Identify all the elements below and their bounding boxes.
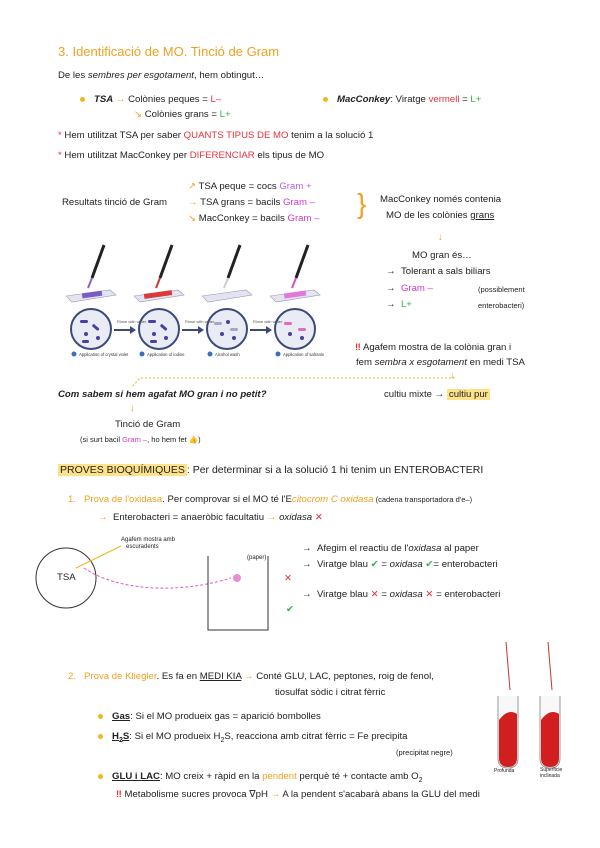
h2s-note: (precipitat negre) <box>396 748 453 757</box>
bullet-icon <box>323 97 328 102</box>
oxidasa-step-1: → Afegim el reactiu de l'oxidasa al paper <box>302 543 479 554</box>
figure-step-label: Application of safranin <box>283 352 325 357</box>
maconkey-only-1: MacConkey només contenia <box>380 194 502 205</box>
paper-label: (paper) <box>247 555 267 561</box>
sample-label-2: escuradents <box>126 544 159 550</box>
proves-title: PROVES BIOQUÍMIQUES : Per determinar si a la solució 1 hi tenim un ENTEROBACTERI <box>60 464 484 476</box>
sample-line-2: fem sembra x esgotament en medi TSA <box>356 357 525 368</box>
tsa-big-line: ↘ Colònies grans = L+ <box>134 109 231 120</box>
tube-label-profunda: Profunda <box>494 768 515 774</box>
sample-line-1: ‼ Agafem mostra de la colònia gran i <box>355 342 512 353</box>
oxidasa-step-3: → Viratge blau ✕ = oxidasa ✕ = enterobacteri <box>302 589 501 600</box>
tube-superficie <box>540 696 560 768</box>
dropper-iodine <box>156 245 172 288</box>
down-arrow: ↓ <box>450 370 455 381</box>
curly-brace: } <box>357 188 367 219</box>
note-maconkey: * Hem utilitzat MacConkey per DIFERENCIAR els tipus de MO <box>58 150 325 161</box>
tube-label-superficie: Superficie inclinada <box>540 767 563 779</box>
mo-prop-1: → Tolerant a sals biliars <box>386 266 491 277</box>
note-tsa: * Hem utilitzat TSA per saber QUANTS TIPUS DE MO tenim a la solució 1 <box>58 130 374 141</box>
oxidasa-heading: 1. Prova de l'oxidasa. Per comprovar si el MO té l'Ecitocrom C oxidasa (cadena transportadora d'e–) <box>68 494 473 505</box>
bullet-icon <box>80 97 85 102</box>
oxidasa-diagram <box>36 530 286 640</box>
tsa-bullet: TSA → Colònies peques = L– <box>80 94 221 105</box>
dropper-crystal-violet <box>88 245 104 288</box>
mo-prop-3-note: enterobacteri) <box>478 301 525 310</box>
glu-lac-item: GLU i LAC: MO creix + ràpid en la pendent perquè té + contacte amb $O_2$ <box>98 771 423 784</box>
dropper-alcohol <box>224 245 240 288</box>
question: Com sabem si hem agafat MO gran i no petit? <box>58 389 267 400</box>
bullet-icon <box>98 734 103 739</box>
culture-line: cultiu mixte → cultiu pur <box>384 389 488 400</box>
figure-step-label: Application of crystal violet <box>79 352 129 357</box>
mo-prop-3: → L+ <box>386 299 412 310</box>
maconkey-bullet: MacConkey: Viratge vermell = L+ <box>323 94 481 105</box>
figure-step-label: Application of iodine <box>147 352 185 357</box>
mo-prop-2: → Gram – <box>386 283 433 294</box>
kligler-heading: 2. Prova de Kliegler. Es fa en MEDI KIA → Conté GLU, LAC, peptones, roig de fenol, <box>68 671 434 682</box>
kligler-desc-2: tiosulfat sòdic i citrat fèrric <box>275 687 386 698</box>
bullet-icon <box>98 714 103 719</box>
down-arrow: ↓ <box>130 403 135 414</box>
gas-item: Gas: Si el MO produeix gas = aparició bombolles <box>98 711 321 722</box>
gram-stain-note: (si surt bacil Gram –, ho hem fet 👍) <box>80 435 201 444</box>
oxidasa-step-2: → Viratge blau ✔ = oxidasa ✔= enterobacteri <box>302 559 498 570</box>
gram-result-2: → TSA grans = bacils Gram – <box>188 197 316 208</box>
mo-gran-label: MO gran és… <box>412 250 472 261</box>
down-arrow: ↓ <box>438 232 443 243</box>
cross-icon: ✕ <box>284 573 293 584</box>
figure-step-label: Alcohol wash <box>215 352 240 357</box>
h2s-item: $H_2S$: Si el MO produeix $H_2S$, reacciona amb citrat fèrric = Fe precipita <box>98 731 408 744</box>
dropper-safranin <box>292 245 308 288</box>
tsa-circle-label: TSA <box>57 572 76 583</box>
gram-result-1: ↗ TSA peque = cocs Gram + <box>188 181 312 192</box>
metabolisme-line: ‼ Metabolisme sucres provoca ∇pH → A la pendent s'acabarà abans la GLU del medi <box>116 789 480 800</box>
arrow-label: Rinse with water <box>185 319 215 324</box>
bullet-icon <box>98 774 103 779</box>
tube-profunda <box>498 696 518 768</box>
kia-tubes <box>494 640 574 775</box>
gram-results-label: Resultats tinció de Gram <box>62 197 168 208</box>
section-title: 3. Identificació de MO. Tinció de Gram <box>58 44 280 59</box>
gram-result-3: ↘ MacConkey = bacils Gram – <box>188 213 320 224</box>
mo-prop-2-note: (possiblement <box>478 285 525 294</box>
gram-stain-figure <box>62 240 332 362</box>
intro-line: De les sembres per esgotament, hem obtingut… <box>58 70 265 81</box>
maconkey-only-2: MO de les colònies grans <box>386 210 495 221</box>
gram-stain-label: Tinció de Gram <box>115 419 181 430</box>
check-icon: ✔ <box>286 604 295 615</box>
arrow-label: Rinse with water <box>117 319 147 324</box>
oxidasa-enterobacteri: → Enterobacteri = anaeròbic facultatiu → oxidasa ✕ <box>98 512 323 523</box>
sample-label-1: Agafem mostra amb <box>121 537 176 543</box>
arrow-label: Rinse with water <box>253 319 283 324</box>
